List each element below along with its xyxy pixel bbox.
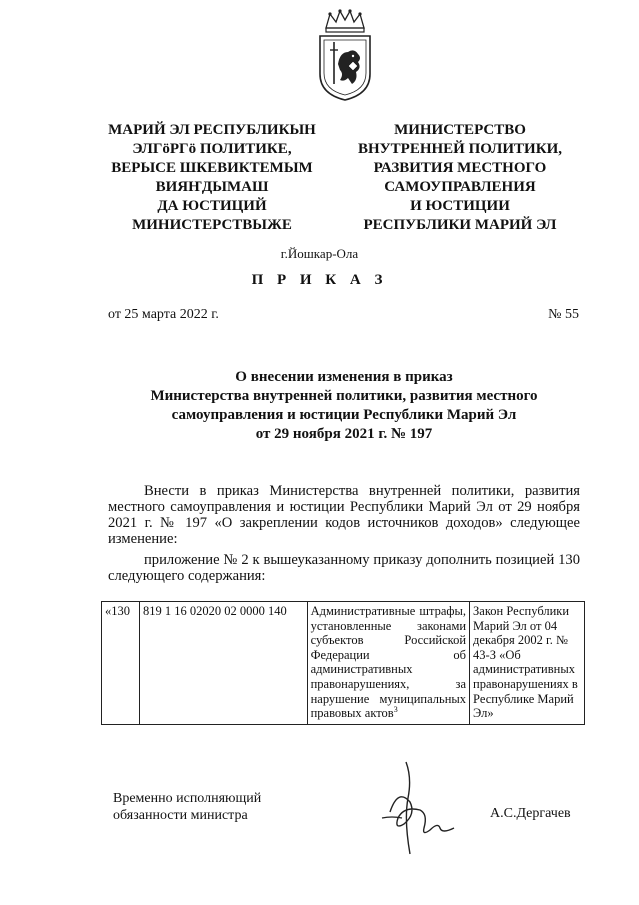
- footnote-marker: 3: [393, 705, 398, 714]
- income-code-table: [101, 601, 585, 725]
- document-subject: [108, 368, 580, 444]
- header-ministry-name-russian: [346, 121, 574, 235]
- header-left-line: ДА ЮСТИЦИЙ: [157, 198, 267, 214]
- signer-name: А.С.Дергачев: [490, 806, 571, 821]
- document-type-title: П Р И К А З: [251, 272, 388, 288]
- document-date: от 25 марта 2022 г.: [108, 307, 219, 322]
- body-paragraph-2: приложение № 2 к вышеуказанному приказу дополнить позицией 130 следующего содержания:: [108, 552, 580, 584]
- signatory-title-line: обязанности министра: [113, 808, 248, 823]
- signatory-title-line: Временно исполняющий: [113, 791, 262, 806]
- subject-line: самоуправления и юстиции Республики Марий Эл: [171, 407, 517, 423]
- signatory-title: [113, 790, 261, 824]
- header-left-line: МАРИЙ ЭЛ РЕСПУБЛИКЫН: [108, 122, 316, 138]
- header-right-line: РЕСПУБЛИКИ МАРИЙ ЭЛ: [363, 217, 557, 233]
- header-left-line: ВЕРЫСЕ ШКЕВИКТЕМЫМ: [111, 160, 313, 176]
- description-cell: [307, 602, 469, 725]
- coat-of-arms-icon: [316, 8, 374, 102]
- header-left-line: МИНИСТЕРСТВЫЖЕ: [132, 217, 292, 233]
- header-left-line: ЭЛГӧРГӧ ПОЛИТИКЕ,: [132, 141, 292, 157]
- table-row: [102, 602, 585, 725]
- header-right-line: И ЮСТИЦИИ: [410, 198, 510, 214]
- code-cell: 819 1 16 02020 02 0000 140: [139, 602, 307, 725]
- header-left-line: ВИЯҤДЫМАШ: [155, 179, 269, 195]
- header-ministry-name-mari: [98, 121, 326, 235]
- body-paragraph-1: Внести в приказ Министерства внутренней политики, развития местного самоуправления и юстиции Республики Марий Эл от 29 ноября 2021 г. № 197 «О закреплении кодов источников доходов» следующее изменение:: [108, 483, 580, 547]
- document-number: № 55: [548, 307, 579, 322]
- subject-line: Министерства внутренней политики, развития местного: [150, 388, 538, 404]
- header-right-line: РАЗВИТИЯ МЕСТНОГО: [373, 160, 547, 176]
- header-right-line: МИНИСТЕРСТВО: [394, 122, 526, 138]
- description-text: Административные штрафы, установленные законами субъектов Российской Федерации об административных правонарушениях, за нарушение муниципальных правовых актов: [310, 604, 467, 721]
- handwritten-signature-icon: [368, 758, 468, 858]
- header-right-line: САМОУПРАВЛЕНИЯ: [384, 179, 536, 195]
- position-cell: «130: [102, 602, 140, 725]
- subject-line: О внесении изменения в приказ: [235, 369, 453, 385]
- subject-line: от 29 ноября 2021 г. № 197: [255, 426, 433, 442]
- legal-basis-cell: Закон Республики Марий Эл от 04 декабря 2002 г. № 43-З «Об административных правонарушениях в Республике Марий Эл»: [470, 602, 585, 725]
- header-right-line: ВНУТРЕННЕЙ ПОЛИТИКИ,: [357, 141, 562, 157]
- city-name: г.Йошкар-Ола: [280, 246, 359, 261]
